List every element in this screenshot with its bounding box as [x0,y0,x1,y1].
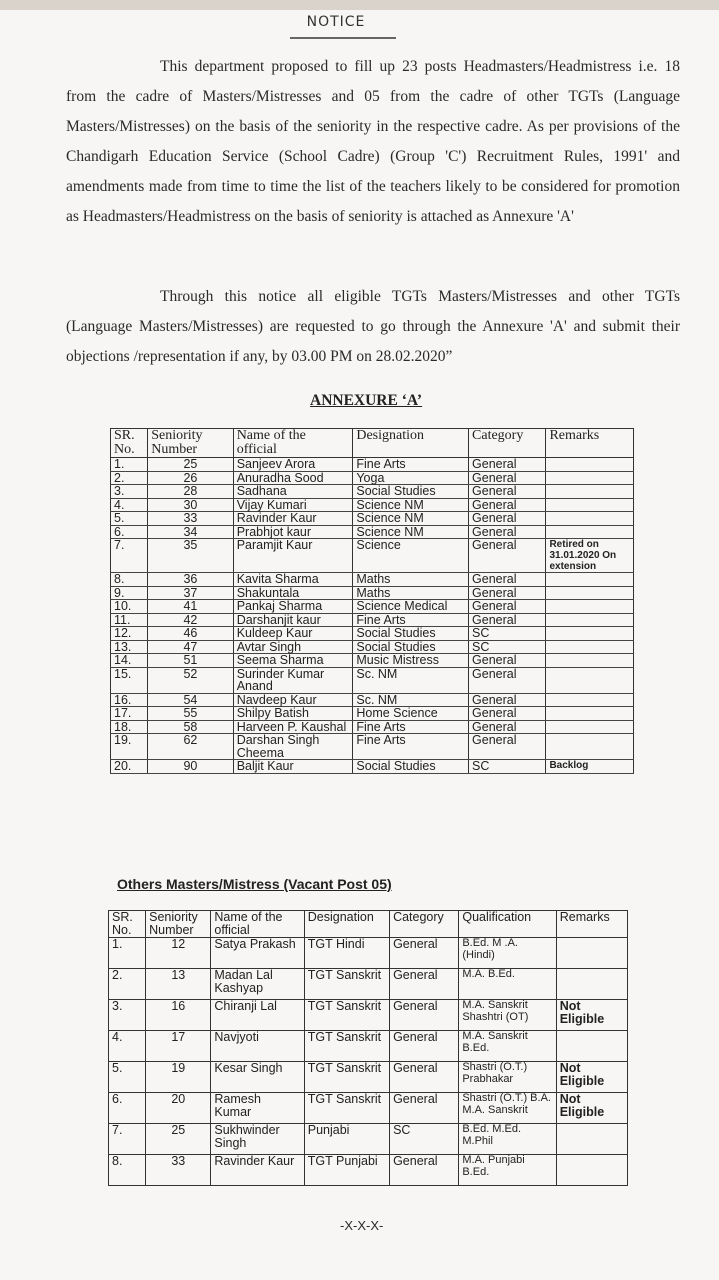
cell-seniority: 33 [146,1155,211,1186]
cell-designation: TGT Punjabi [304,1155,389,1186]
cell-seniority: 54 [148,693,233,707]
header-name: Name of the official [233,429,353,458]
cell-qualification: M.A. B.Ed. [459,969,556,1000]
cell-remarks [546,471,634,485]
cell-name: Avtar Singh [233,640,353,654]
header-sr-no: SR. No. [111,429,148,458]
table-row [109,1062,628,1093]
cell-remarks [546,693,634,707]
cell-remarks: Not Eligible [556,1093,627,1124]
cell-remarks [546,613,634,627]
cell-sr: 6. [111,525,148,539]
cell-category: General [469,600,546,614]
table-row [111,525,634,539]
cell-seniority: 46 [148,627,233,641]
cell-name: Chiranji Lal [211,1000,304,1031]
cell-category: General [390,938,459,969]
cell-name: Ramesh Kumar [211,1093,304,1124]
cell-designation: Fine Arts [353,613,469,627]
cell-designation: Science [353,539,469,573]
cell-name: Ravinder Kaur [211,1155,304,1186]
cell-remarks [546,586,634,600]
cell-remarks [546,512,634,526]
cell-name: Anuradha Sood [233,471,353,485]
cell-name: Satya Prakash [211,938,304,969]
cell-remarks: Retired on 31.01.2020 On extension [546,539,634,573]
cell-name: Ravinder Kaur [233,512,353,526]
cell-qualification: M.A. Punjabi B.Ed. [459,1155,556,1186]
table-row [111,734,634,760]
cell-seniority: 13 [146,969,211,1000]
cell-remarks [546,525,634,539]
table-header-row [109,911,628,938]
cell-name: Shilpy Batish [233,707,353,721]
cell-category: General [469,720,546,734]
annexure-a-table [110,428,634,774]
cell-sr: 4. [111,498,148,512]
cell-remarks: Not Eligible [556,1062,627,1093]
cell-sr: 4. [109,1031,146,1062]
cell-category: General [469,654,546,668]
table-row [111,498,634,512]
others-masters-table [108,910,628,1186]
table-row [111,654,634,668]
cell-seniority: 35 [148,539,233,573]
cell-seniority: 25 [148,458,233,472]
cell-category: SC [469,627,546,641]
cell-name: Kesar Singh [211,1062,304,1093]
notice-paragraph-1 [66,52,680,232]
header-designation: Designation [353,429,469,458]
cell-category: General [469,707,546,721]
cell-designation: TGT Sanskrit [304,969,389,1000]
table-row [111,573,634,587]
cell-sr: 16. [111,693,148,707]
notice-paragraph-2 [66,282,680,372]
cell-remarks [546,458,634,472]
others-section-heading: Others Masters/Mistress (Vacant Post 05) [117,876,392,892]
cell-designation: Science NM [353,498,469,512]
cell-remarks [556,938,627,969]
cell-sr: 1. [109,938,146,969]
cell-designation: Science NM [353,512,469,526]
cell-category: General [469,586,546,600]
cell-sr: 8. [111,573,148,587]
cell-designation: TGT Sanskrit [304,1031,389,1062]
cell-sr: 19. [111,734,148,760]
cell-name: Navdeep Kaur [233,693,353,707]
cell-seniority: 28 [148,485,233,499]
cell-remarks [546,573,634,587]
cell-category: General [390,1093,459,1124]
cell-remarks [546,485,634,499]
table-row [111,586,634,600]
cell-seniority: 26 [148,471,233,485]
cell-category: General [469,471,546,485]
header-seniority: Seniority Number [146,911,211,938]
cell-qualification: B.Ed. M .A. (Hindi) [459,938,556,969]
cell-name: Sanjeev Arora [233,458,353,472]
title-underline [290,37,396,39]
cell-category: General [469,485,546,499]
cell-sr: 3. [109,1000,146,1031]
cell-designation: Sc. NM [353,693,469,707]
cell-category: SC [390,1124,459,1155]
cell-designation: TGT Sanskrit [304,1062,389,1093]
cell-remarks [556,1031,627,1062]
cell-name: Sukhwinder Singh [211,1124,304,1155]
cell-seniority: 17 [146,1031,211,1062]
cell-designation: Science Medical [353,600,469,614]
cell-remarks: Backlog [546,760,634,774]
table-row [109,1000,628,1031]
cell-sr: 6. [109,1093,146,1124]
cell-category: General [390,969,459,1000]
cell-remarks [546,734,634,760]
cell-sr: 1. [111,458,148,472]
cell-designation: Sc. NM [353,667,469,693]
cell-category: General [390,1155,459,1186]
cell-designation: TGT Sanskrit [304,1000,389,1031]
cell-seniority: 34 [148,525,233,539]
cell-name: Baljit Kaur [233,760,353,774]
cell-sr: 5. [109,1062,146,1093]
cell-name: Harveen P. Kaushal [233,720,353,734]
table-row [111,471,634,485]
cell-seniority: 51 [148,654,233,668]
notice-title: NOTICE [306,14,366,30]
cell-remarks [546,667,634,693]
cell-remarks [546,720,634,734]
header-remarks: Remarks [546,429,634,458]
cell-name: Surinder Kumar Anand [233,667,353,693]
cell-sr: 7. [111,539,148,573]
cell-designation: Punjabi [304,1124,389,1155]
cell-designation: Fine Arts [353,458,469,472]
cell-name: Seema Sharma [233,654,353,668]
cell-category: SC [469,760,546,774]
table-row [111,707,634,721]
cell-seniority: 62 [148,734,233,760]
cell-sr: 3. [111,485,148,499]
header-qualification: Qualification [459,911,556,938]
table-row [111,667,634,693]
table-row [109,969,628,1000]
cell-seniority: 41 [148,600,233,614]
cell-sr: 14. [111,654,148,668]
cell-category: General [469,734,546,760]
cell-remarks [546,498,634,512]
cell-designation: TGT Hindi [304,938,389,969]
cell-category: General [469,498,546,512]
cell-remarks [556,1155,627,1186]
cell-name: Kavita Sharma [233,573,353,587]
cell-category: SC [469,640,546,654]
header-sr-no: SR. No. [109,911,146,938]
cell-category: General [469,512,546,526]
cell-name: Shakuntala [233,586,353,600]
cell-sr: 8. [109,1155,146,1186]
cell-category: General [469,693,546,707]
paragraph-2-text: Through this notice all eligible TGTs Masters/Mistresses and other TGTs (Language Masters/Mistresses) are requested to go through the Annexure 'A' and submit their objections /representation if any, by 03.00 PM on 28.02.2020” [66,288,680,365]
cell-designation: Science NM [353,525,469,539]
cell-name: Vijay Kumari [233,498,353,512]
table-row [111,693,634,707]
table-row [111,539,634,573]
cell-name: Pankaj Sharma [233,600,353,614]
cell-sr: 20. [111,760,148,774]
cell-remarks [556,1124,627,1155]
cell-category: General [390,1031,459,1062]
cell-remarks: Not Eligible [556,1000,627,1031]
table-row [109,1124,628,1155]
cell-designation: Home Science [353,707,469,721]
header-category: Category [469,429,546,458]
cell-designation: Social Studies [353,760,469,774]
cell-remarks [546,600,634,614]
table-row [111,760,634,774]
cell-remarks [546,627,634,641]
table-row [111,485,634,499]
cell-seniority: 47 [148,640,233,654]
cell-designation: TGT Sanskrit [304,1093,389,1124]
annexure-heading: ANNEXURE ‘A’ [310,392,423,409]
cell-category: General [469,613,546,627]
cell-designation: Social Studies [353,485,469,499]
cell-sr: 2. [111,471,148,485]
table-row [111,512,634,526]
cell-seniority: 19 [146,1062,211,1093]
cell-designation: Yoga [353,471,469,485]
cell-qualification: M.A. Sanskrit Shashtri (OT) [459,1000,556,1031]
cell-category: General [469,667,546,693]
cell-seniority: 58 [148,720,233,734]
cell-seniority: 20 [146,1093,211,1124]
table-row [109,1155,628,1186]
cell-designation: Fine Arts [353,720,469,734]
cell-seniority: 30 [148,498,233,512]
header-remarks: Remarks [556,911,627,938]
cell-category: General [469,525,546,539]
cell-designation: Music Mistress [353,654,469,668]
cell-name: Darshan Singh Cheema [233,734,353,760]
header-designation: Designation [304,911,389,938]
cell-sr: 15. [111,667,148,693]
cell-sr: 18. [111,720,148,734]
cell-sr: 12. [111,627,148,641]
cell-name: Kuldeep Kaur [233,627,353,641]
cell-seniority: 52 [148,667,233,693]
cell-sr: 17. [111,707,148,721]
cell-name: Madan Lal Kashyap [211,969,304,1000]
header-category: Category [390,911,459,938]
table-row [111,720,634,734]
cell-seniority: 16 [146,1000,211,1031]
header-seniority: Seniority Number [148,429,233,458]
table-row [109,938,628,969]
cell-remarks [546,640,634,654]
cell-seniority: 36 [148,573,233,587]
end-mark: -X-X-X- [340,1218,384,1233]
cell-qualification: B.Ed. M.Ed. M.Phil [459,1124,556,1155]
cell-name: Paramjit Kaur [233,539,353,573]
cell-name: Navjyoti [211,1031,304,1062]
cell-category: General [469,539,546,573]
cell-qualification: Shastri (O.T.) B.A. M.A. Sanskrit [459,1093,556,1124]
cell-seniority: 12 [146,938,211,969]
table-row [111,600,634,614]
cell-category: General [390,1062,459,1093]
cell-category: General [390,1000,459,1031]
cell-designation: Social Studies [353,627,469,641]
cell-seniority: 33 [148,512,233,526]
cell-category: General [469,458,546,472]
header-name: Name of the official [211,911,304,938]
table-header-row [111,429,634,458]
cell-seniority: 55 [148,707,233,721]
cell-sr: 2. [109,969,146,1000]
cell-sr: 9. [111,586,148,600]
paragraph-1-text: This department proposed to fill up 23 posts Headmasters/Headmistress i.e. 18 from the cadre of Masters/Mistresses and 05 from the cadre of other TGTs (Language Masters/Mistresses) on the basis of the seniority in the respective cadre. As per provisions of the Chandigarh Education Service (School Cadre) (Group 'C') Recruitment Rules, 1991' and amendments made from time to time the list of the teachers likely to be considered for promotion as Headmasters/Headmistress on the basis of seniority is attached as Annexure 'A' [66,58,680,225]
cell-name: Sadhana [233,485,353,499]
cell-sr: 10. [111,600,148,614]
cell-seniority: 90 [148,760,233,774]
cell-name: Darshanjit kaur [233,613,353,627]
cell-qualification: Shastri (O.T.) Prabhakar [459,1062,556,1093]
table-row [111,458,634,472]
table-row [111,640,634,654]
cell-sr: 11. [111,613,148,627]
cell-remarks [546,654,634,668]
cell-designation: Maths [353,586,469,600]
cell-designation: Maths [353,573,469,587]
cell-name: Prabhjot kaur [233,525,353,539]
cell-remarks [556,969,627,1000]
table-row [109,1031,628,1062]
cell-sr: 13. [111,640,148,654]
table-row [111,613,634,627]
cell-sr: 5. [111,512,148,526]
cell-category: General [469,573,546,587]
cell-qualification: M.A. Sanskrit B.Ed. [459,1031,556,1062]
cell-sr: 7. [109,1124,146,1155]
cell-seniority: 25 [146,1124,211,1155]
cell-remarks [546,707,634,721]
cell-seniority: 42 [148,613,233,627]
table-row [111,627,634,641]
cell-seniority: 37 [148,586,233,600]
table-row [109,1093,628,1124]
cell-designation: Social Studies [353,640,469,654]
cell-designation: Fine Arts [353,734,469,760]
